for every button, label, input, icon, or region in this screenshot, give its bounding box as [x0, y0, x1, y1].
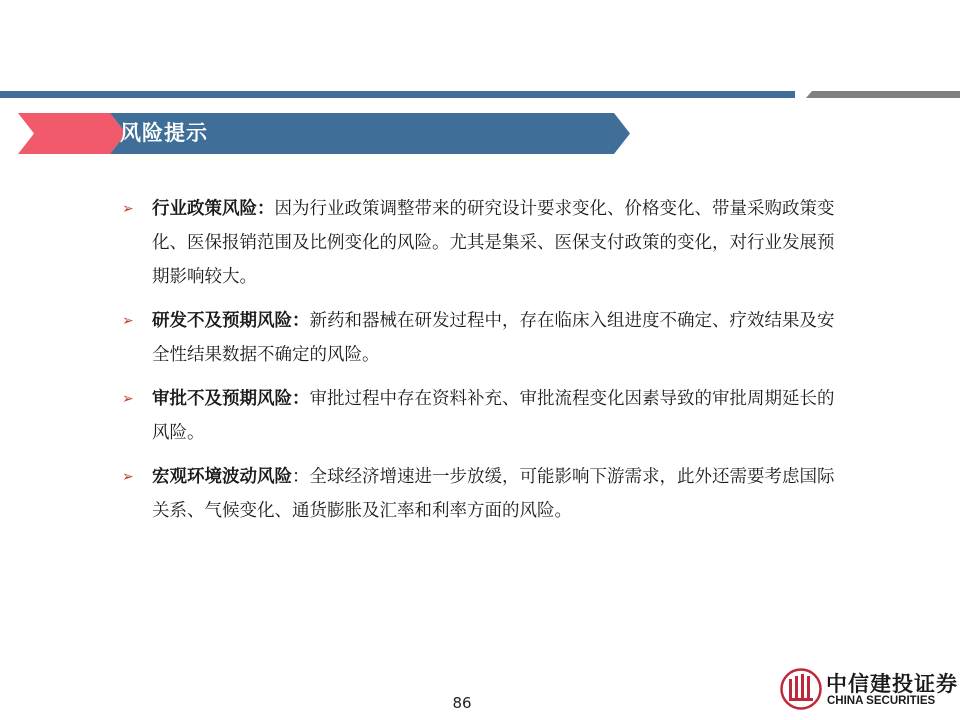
title-banner-shape	[18, 113, 630, 154]
risk-text: 审批过程中存在资料补充、审批流程变化因素导致的审批周期延长的风险。	[152, 389, 835, 443]
header-band-gray	[806, 91, 960, 98]
risk-label: 审批不及预期风险：	[152, 389, 310, 409]
page-number: 86	[452, 694, 472, 712]
risk-list	[120, 192, 840, 538]
page-title: 风险提示	[120, 121, 208, 145]
arrow-bullet-icon: ➢	[122, 469, 134, 485]
logo-text-cn: 中信建投证券	[826, 671, 958, 696]
list-item-approval-risk	[120, 382, 840, 450]
risk-text: 新药和器械在研发过程中，存在临床入组进度不确定、疗效结果及安全性结果数据不确定的风险。	[152, 311, 835, 365]
risk-label: 研发不及预期风险：	[152, 311, 310, 331]
china-securities-logo-icon	[780, 668, 822, 710]
list-item-rd-risk	[120, 304, 840, 372]
arrow-bullet-icon: ➢	[122, 391, 134, 407]
list-item-policy-risk	[120, 192, 840, 294]
risk-label: 行业政策风险：	[152, 199, 275, 219]
arrow-bullet-icon: ➢	[122, 201, 134, 217]
list-item-macro-risk	[120, 460, 840, 528]
risk-text: 因为行业政策调整带来的研究设计要求变化、价格变化、带量采购政策变化、医保报销范围及比例变化的风险。尤其是集采、医保支付政策的变化，对行业发展预期影响较大。	[152, 199, 835, 287]
logo-text-en: CHINA SECURITIES	[827, 695, 936, 707]
title-banner	[18, 113, 630, 154]
header-band	[0, 91, 795, 98]
risk-label: 宏观环境波动风险	[152, 467, 292, 487]
arrow-bullet-icon: ➢	[122, 313, 134, 329]
company-logo	[780, 668, 960, 712]
risk-text: ：全球经济增速进一步放缓，可能影响下游需求，此外还需要考虑国际关系、气候变化、通货膨胀及汇率和利率方面的风险。	[152, 467, 835, 521]
